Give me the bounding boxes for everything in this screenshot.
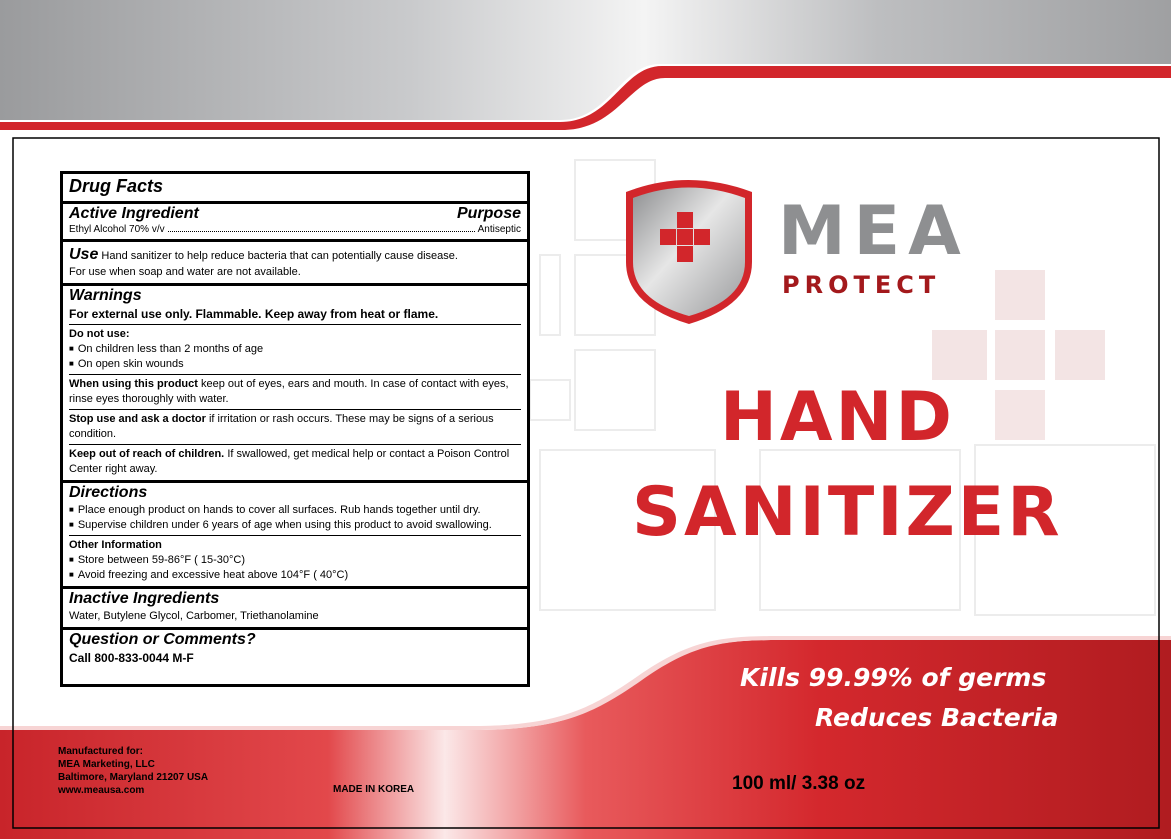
stop-use-text: if irritation or rash occurs. These may be signs of a serious condition.: [69, 413, 494, 440]
use-section: [63, 242, 527, 286]
ingredient-name: Ethyl Alcohol 70% v/v: [69, 224, 165, 235]
directions-2: ■ Supervise children under 6 years of age when using this product to avoid swallowing.: [69, 518, 521, 533]
drug-facts-title: Drug Facts: [69, 176, 164, 196]
manufacturer-website: www.meausa.com: [58, 785, 145, 796]
tagline-reduces-bacteria: Reduces Bacteria: [815, 703, 1059, 732]
when-using-text: keep out of eyes, ears and mouth. In case of contact with eyes, rinse eyes thoroughly with water.: [69, 378, 509, 405]
directions-section: [63, 483, 527, 589]
tagline-kills-germs: Kills 99.99% of germs: [740, 663, 1047, 692]
inactive-text: Water, Butylene Glycol, Carbomer, Triethanolamine: [69, 610, 319, 622]
do-not-use-1: ■ On children less than 2 months of age: [69, 342, 521, 357]
use-text-2: For use when soap and water are not available.: [69, 266, 301, 278]
other-info-heading: Other Information: [69, 539, 162, 551]
keep-out-text: If swallowed, get medical help or contact a Poison Control Center right away.: [69, 448, 510, 475]
directions-heading: Directions: [69, 484, 148, 501]
stop-use-heading: Stop use and ask a doctor: [69, 413, 206, 425]
inactive-heading: Inactive Ingredients: [69, 590, 220, 607]
active-ingredient-heading: Active Ingredient: [69, 205, 199, 222]
brand-name: MEA: [778, 192, 969, 271]
do-not-use-heading: Do not use:: [69, 328, 130, 340]
drug-facts-panel: [60, 171, 530, 687]
active-ingredient-section: [63, 204, 527, 242]
origin-label: MADE IN KOREA: [333, 784, 415, 795]
volume-label: 100 ml/ 3.38 oz: [732, 773, 866, 794]
manufacturer-name: MEA Marketing, LLC: [58, 759, 155, 770]
product-title-line-2: SANITIZER: [632, 473, 1063, 552]
warnings-heading: Warnings: [69, 287, 142, 304]
questions-section: [63, 630, 527, 669]
product-title-line-1: HAND: [720, 378, 955, 457]
when-using-heading: When using this product: [69, 378, 198, 390]
use-text-1: Hand sanitizer to help reduce bacteria that can potentially cause disease.: [101, 250, 458, 262]
manufacturer-label: Manufactured for:: [58, 746, 143, 757]
manufacturer-address: Baltimore, Maryland 21207 USA: [58, 772, 209, 783]
ingredient-purpose: Antiseptic: [477, 224, 521, 235]
manufacturer-info: [58, 745, 208, 797]
other-info-1: ■ Store between 59-86°F ( 15-30°C): [69, 553, 521, 568]
warnings-flammable: For external use only. Flammable. Keep away from heat or flame.: [69, 307, 439, 321]
questions-phone: Call 800-833-0044 M-F: [69, 651, 194, 665]
warnings-section: [63, 286, 527, 483]
use-heading: Use: [69, 246, 99, 263]
other-info-2: ■ Avoid freezing and excessive heat above 104°F ( 40°C): [69, 568, 521, 583]
purpose-heading: Purpose: [456, 205, 521, 222]
keep-out-heading: Keep out of reach of children.: [69, 448, 225, 460]
inactive-ingredients-section: [63, 589, 527, 630]
do-not-use-2: ■ On open skin wounds: [69, 357, 521, 372]
directions-1: ■ Place enough product on hands to cover all surfaces. Rub hands together until dry.: [69, 503, 521, 518]
drug-facts-header: [63, 174, 527, 204]
questions-heading: Question or Comments?: [69, 631, 256, 648]
brand-subtitle: PROTECT: [782, 271, 941, 299]
